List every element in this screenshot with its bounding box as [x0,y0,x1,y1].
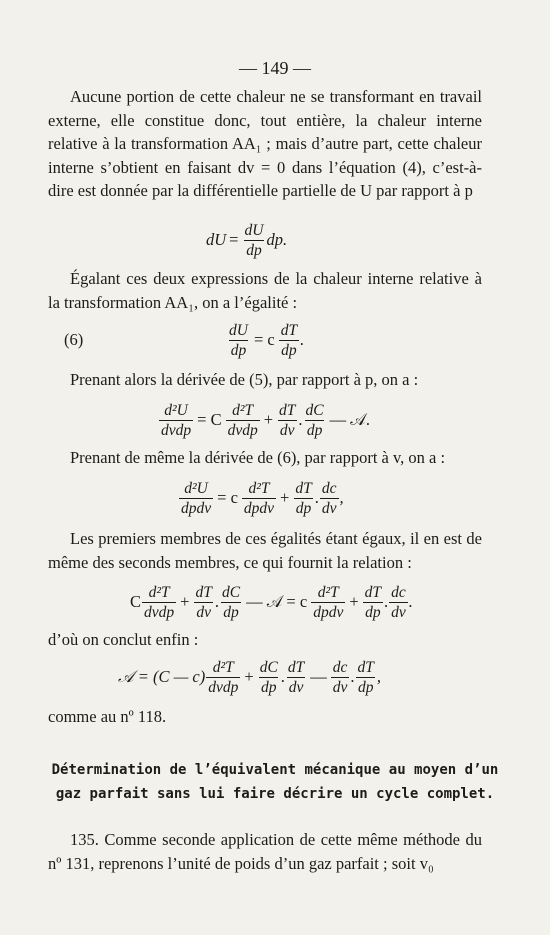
eq4-rel: = c [217,488,238,507]
eq3-plus: + [263,410,274,429]
eq5-dot1: . [214,592,219,611]
eq4-n3: dT [295,479,312,497]
eq4-frac4 [320,480,339,517]
paragraph-5: Les premiers membres de ces égalités étant égaux, il en est de même des seconds membres, ce qui fournit la relation : [48,529,482,572]
eq3-n3: dT [279,401,296,419]
paragraph-8: 135. Comme seconde application de cette même méthode du nº 131, reprenons l’unité de poids d’un gaz parfait ; soit v₀ [48,830,482,873]
eq3-d2: dvdp [227,421,258,439]
eq6-n5: dT [357,658,374,676]
eq1-den: dp [246,241,262,259]
eq1-rel: = [229,230,239,249]
paragraph-7: comme au nº 118. [48,707,167,726]
eq5-plus1: + [180,592,190,611]
eq1-num: dU [244,221,264,239]
eq5-n4: d²T [317,583,339,601]
paragraph-1: Aucune portion de cette chaleur ne se transformant en travail externe, elle constitue donc, tout entière, la chaleur interne relative à la transformation AA₁ ; mais d’autre part, cette chaleur interne s’obtient en faisant dv = 0 dans l’équation (4), c’est-à-dire est donnée par la différentielle partielle de U par rapport à p [48,87,482,201]
paragraph-4: Prenant de même la dérivée de (6), par rapport à v, on a : [70,448,446,467]
eq3-minus: — 𝒜. [329,410,370,429]
eq4-frac2 [242,480,276,517]
eq6-frac5 [356,659,376,696]
eq6-frac2 [258,659,280,696]
eq6-d5: dp [357,678,374,696]
eq5-frac2 [193,584,213,621]
eq4-n1: d²U [184,479,208,497]
eq3-n1: d²U [164,401,188,419]
page-number: — 149 — [239,58,311,78]
eq4-dot: . [314,488,319,507]
eq6-n1: d²T [212,658,234,676]
eq4-d3: dp [295,499,312,517]
eq2-rel: = c [253,330,275,349]
eq5-d2: dv [196,603,211,621]
eq6-n3: dT [287,658,305,676]
eq5-mid: — 𝒜 = c [246,592,308,611]
eq6-frac1 [206,659,240,696]
eq1-lhs: dU [206,230,227,249]
eq4-plus: + [280,488,290,507]
eq4-n2: d²T [248,479,270,497]
eq5-n1: d²T [148,583,170,601]
eq5-d6: dv [391,603,406,621]
eq4-d2: dpdv [243,499,275,517]
eq6-d1: dvdp [208,678,239,696]
eq3-n2: d²T [232,401,254,419]
eq5-frac1 [142,584,176,621]
equation-relation [0,580,550,624]
eq6-n2: dC [259,658,278,676]
eq2-den1: dp [230,341,247,359]
eq4-d1: dpdv [181,499,212,517]
eq3-frac2 [226,402,260,439]
eq1-tail: dp. [266,230,288,249]
eq6-tail: , [376,667,382,686]
eq5-frac4 [311,584,345,621]
eq6-dot1: . [280,667,285,686]
eq6-lead: 𝒜 = (C — c) [118,667,206,686]
eq6-n4: dc [332,658,348,676]
eq5-frac5 [363,584,383,621]
eq2-frac2 [279,322,299,359]
eq5-d1: dvdp [144,603,175,621]
eq5-lead: C [130,592,142,611]
paragraph-6: d’où on conclut enfin : [48,630,199,649]
equation-6 [0,318,550,362]
eq5-d5: dp [365,603,381,621]
paragraph-3: Prenant alors la dérivée de (5), par rapport à p, on a : [70,370,419,389]
eq5-n3: dC [221,583,241,601]
eq1-frac [242,222,265,259]
eq3-dot: . [298,410,303,429]
eq3-d1: dvdp [161,421,192,439]
eq5-plus2: + [349,592,359,611]
eq5-dot2: . [384,592,389,611]
equation-derivative-6 [0,476,550,520]
eq4-n4: dc [321,479,337,497]
eq5-frac6 [389,584,408,621]
eq4-frac3 [293,480,313,517]
eq5-d3: dp [223,603,239,621]
eq3-d3: dv [279,421,295,439]
section-heading: Détermination de l’équivalent mécanique au moyen d’un gaz parfait sans lui faire décrire un cycle complet. [51,762,499,802]
eq6-d3: dv [288,678,304,696]
equation-derivative-5 [0,398,550,442]
eq5-n2: dT [195,583,212,601]
eq5-frac3 [220,584,242,621]
eq3-n4: dC [305,401,324,419]
eq6-frac4 [331,659,350,696]
equation-du [0,218,550,262]
eq5-n5: dT [364,583,382,601]
eq2-num2: dT [280,321,298,339]
eq5-n6: dc [391,583,406,601]
eq6-dot2: . [350,667,355,686]
eq3-d4: dp [306,421,323,439]
eq3-frac3 [277,402,297,439]
equation-final [0,655,550,699]
eq4-frac1 [179,480,213,517]
eq3-rel: = C [197,410,222,429]
eq6-frac3 [286,659,306,696]
eq3-frac1 [159,402,193,439]
eq6-plus: + [244,667,254,686]
eq5-tail: . [408,592,413,611]
eq2-label: (6) [64,330,84,349]
eq6-d4: dv [332,678,348,696]
eq2-frac1 [227,322,250,359]
eq4-d4: dv [321,499,337,517]
paragraph-2: Égalant ces deux expressions de la chaleur interne relative à la transformation AA₁, on a l’égalité : [48,269,482,312]
eq2-num1: dU [229,321,248,339]
eq5-d4: dpdv [313,603,344,621]
eq2-tail: . [300,330,305,349]
eq6-minus: — [310,667,327,686]
eq3-frac4 [304,402,326,439]
eq6-d2: dp [260,678,277,696]
eq4-tail: , [339,488,344,507]
eq2-den2: dp [281,341,297,359]
